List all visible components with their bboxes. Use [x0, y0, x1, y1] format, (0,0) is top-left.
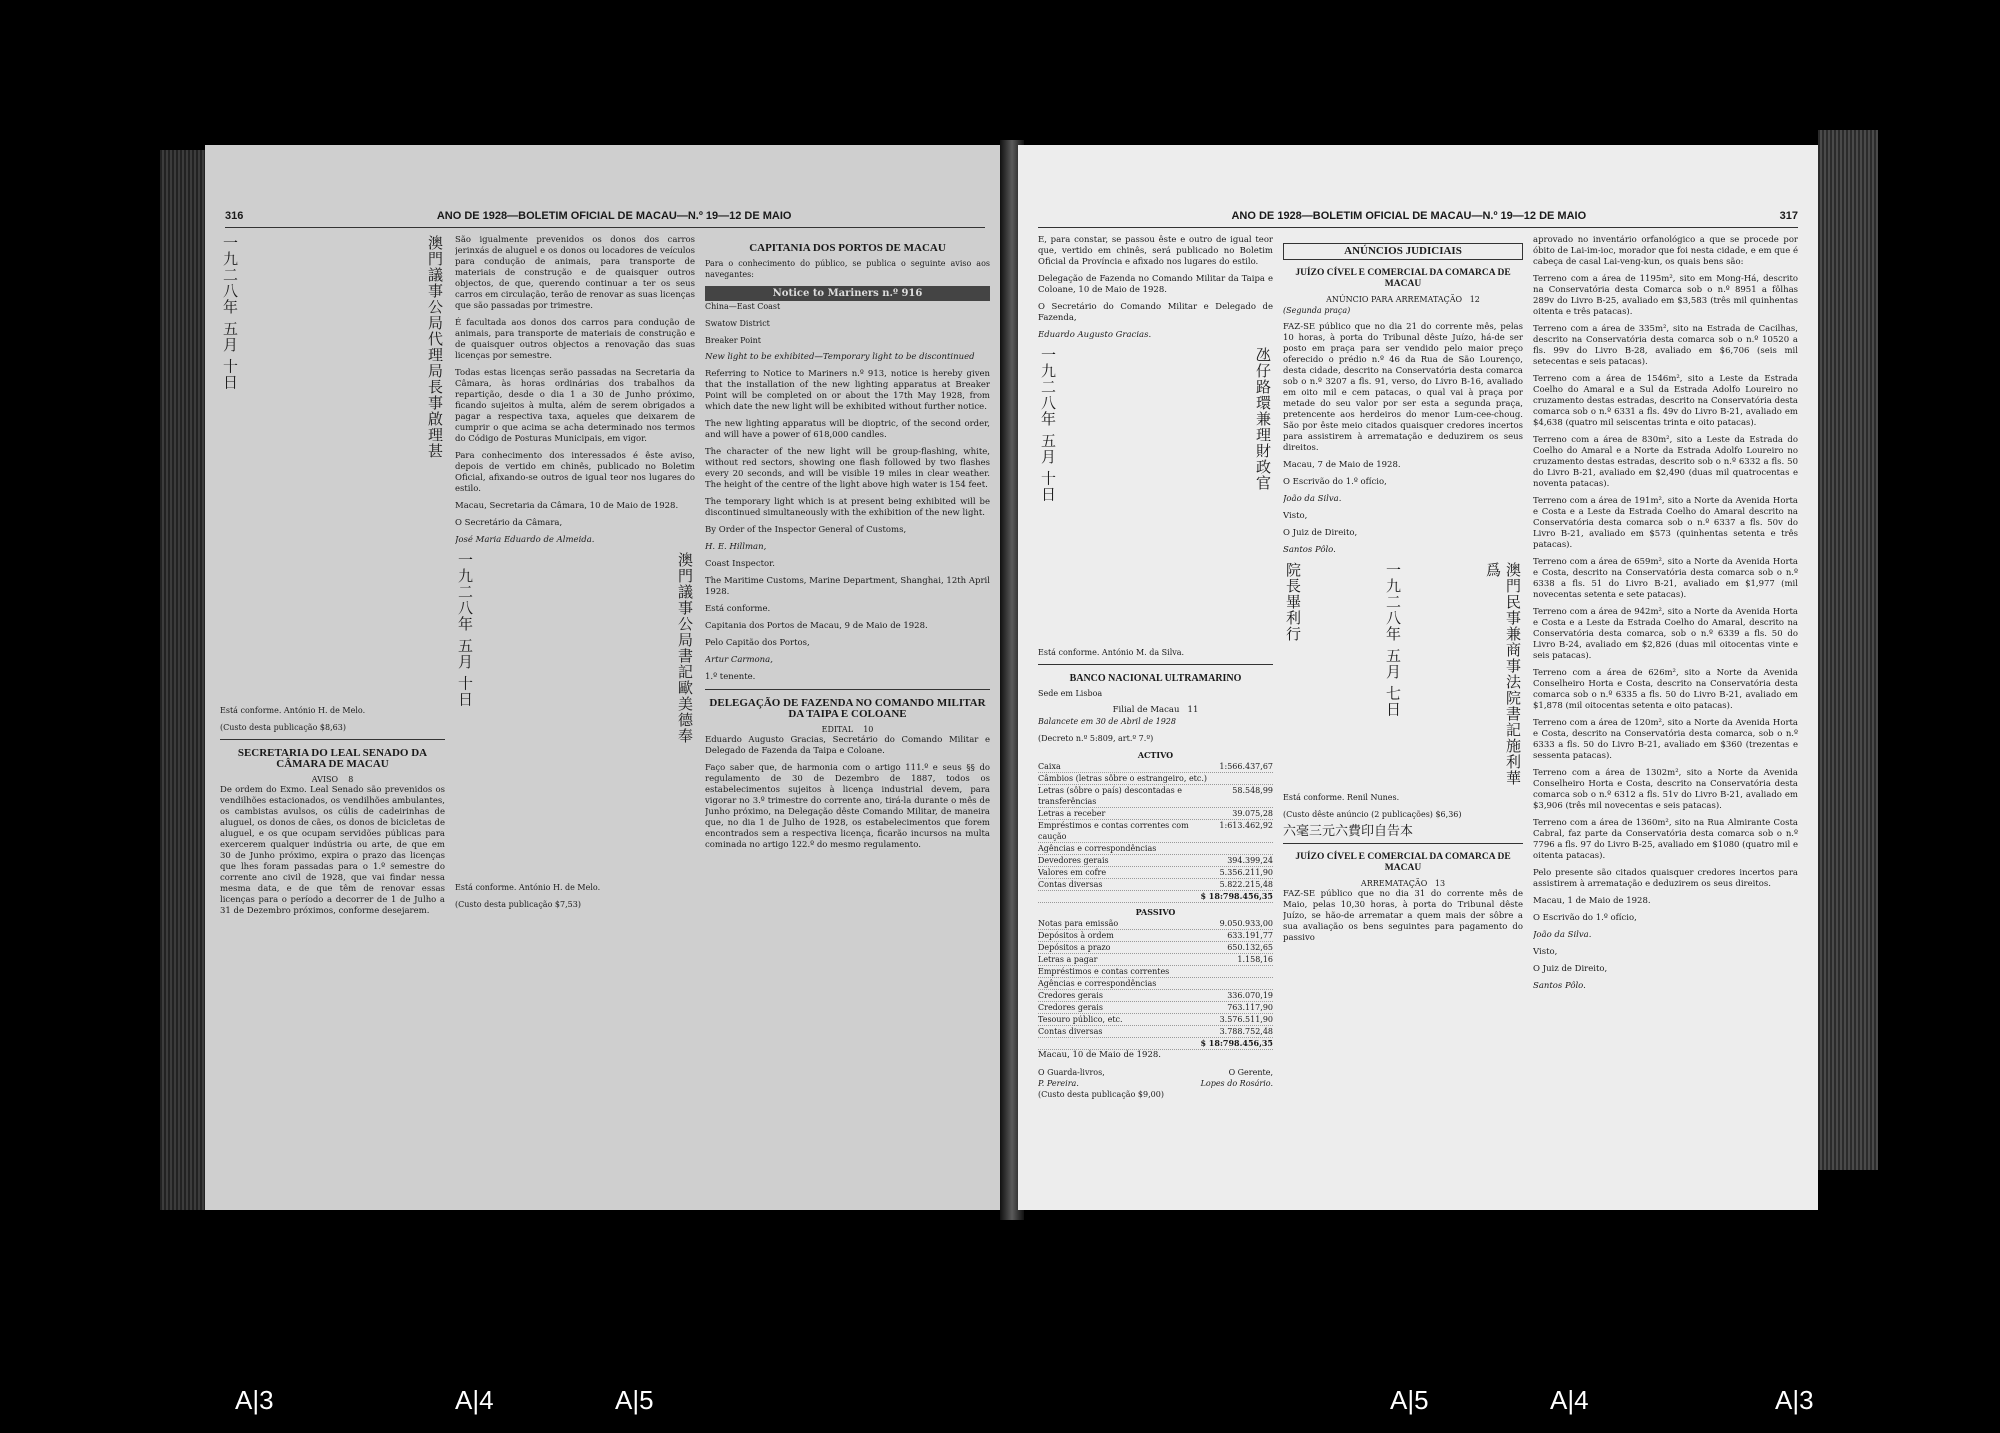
- juizo-date-cn: 一九二八年 五月 七日: [1384, 562, 1402, 718]
- film-mark: A|3: [235, 1385, 274, 1415]
- terreno-item: Terreno com a área de 1546m², sito a Leste da Estrada Coelho do Amaral e a Sul da Estrada Adolfo Loureiro no cruzamento destas estradas, descrito na Conservatória desta comarca sob o n.º 6331 a fls. 49v do Livro B-21, avaliado em $4,638 (quatro mil seiscentas trinta e oito patacas).: [1533, 374, 1798, 428]
- banco-filial: Filial de Macau: [1112, 705, 1180, 715]
- left-col-3: [705, 235, 990, 1190]
- passivo-row: [1038, 978, 1273, 990]
- r-col1-place-date: Delegação de Fazenda no Comando Militar da Taipa e Coloane, 10 de Maio de 1928.: [1038, 274, 1273, 295]
- left-col1-signed: Está conforme. António H. de Melo.: [220, 706, 366, 715]
- passivo-row-label: Depósitos a prazo: [1038, 943, 1111, 952]
- ativo-row: [1038, 855, 1273, 867]
- passivo-row-label: Contas diversas: [1038, 1027, 1103, 1036]
- passivo-row: [1038, 990, 1273, 1002]
- col2-place-date: Macau, Secretaria da Câmara, 10 de Maio de 1928.: [455, 501, 679, 511]
- juizo-place-date: Macau, 7 de Maio de 1928.: [1283, 460, 1401, 470]
- juizo-escrivao: João da Silva.: [1283, 494, 1342, 504]
- notice-text4: The temporary light which is at present being exhibited will be discontinued simultaneously with the exhibition of the new light.: [705, 497, 990, 518]
- capitania-place-date: Capitania dos Portos de Macau, 9 de Maio de 1928.: [705, 621, 928, 631]
- terreno-item: Terreno com a área de 1195m², sito em Mong-Há, descrito na Conservatória desta Comarca sob o n.º 8951 a fôlhas 289v do Livro B-25, avaliado em $3,583 (três mil quinhentas oitenta e três patacas).: [1533, 274, 1798, 317]
- r-col1-signed: Está conforme. António M. da Silva.: [1038, 648, 1185, 657]
- passivo-row-value: 650.132,65: [1227, 943, 1273, 952]
- col2-signer-title: O Secretário da Câmara,: [455, 518, 563, 528]
- juizo-cn-signer: 院長畢利行: [1284, 562, 1302, 642]
- passivo-row: [1038, 930, 1273, 942]
- notice-text3: The character of the new light will be group-flashing, white, without red sectors, showing one flash followed by two flashes every 20 seconds, and will be visible 19 miles in clear weather. The height of the centre of the light above high water is 154 feet.: [705, 447, 990, 490]
- r-col3-place-date: Macau, 1 de Maio de 1928.: [1533, 896, 1651, 906]
- edital-text1: Eduardo Augusto Gracias, Secretário do Comando Militar e Delegado de Fazenda da Taipa e Coloane.: [705, 735, 990, 756]
- ativo-row-label: Caixa: [1038, 762, 1061, 771]
- col2-cost: (Custo desta publicação $7,53): [455, 900, 581, 909]
- arrematacao-number: 12: [1469, 295, 1480, 304]
- r-col3-escrivao-title: O Escrivão do 1.º ofício,: [1533, 913, 1637, 923]
- r-col1-signer-title: O Secretário do Comando Militar e Delegado de Fazenda,: [1038, 302, 1273, 323]
- ativo-row-value: 58.548,99: [1232, 786, 1273, 795]
- right-page-number: 317: [1779, 210, 1798, 222]
- ativo-row-value: 1:613.462,92: [1219, 821, 1273, 830]
- passivo-row-value: 3.788.752,48: [1219, 1027, 1273, 1036]
- ativo-row-value: 1:566.437,67: [1219, 762, 1273, 771]
- passivo-row-value: 3.576.511,90: [1219, 1015, 1273, 1024]
- ativo-label: ACTIVO: [1137, 750, 1174, 760]
- aviso-text: De ordem do Exmo. Leal Senado são prevenidos os vendilhões estacionados, os vendilhões ambulantes, os cambistas avulsos, os cúlis de cadeirinhas de aluguel, os donos de cães, os donos de bicicletas de aluguel, e os que ocupam servidões públicas para exercerem qualquer indústria ou arte, de que em 30 de Junho próximo, expira o prazo das licenças que lhes foram passadas para o 1.º semestre do corrente ano civil de 1928, que vai findar nessa mesma data, e de que têm de renovar essas licenças para o período a decorrer de 1 de Julho a 31 de Dezembro próximos, conforme desejarem.: [220, 785, 445, 916]
- passivo-row-value: 633.191,77: [1227, 931, 1273, 940]
- delegacao-title: DELEGAÇÃO DE FAZENDA NO COMANDO MILITAR DA TAIPA E COLOANE: [709, 697, 986, 720]
- anuncios-title: ANÚNCIOS JUDICIAIS: [1283, 243, 1523, 260]
- banco-balancete: Balancete em 30 de Abril de 1928: [1038, 717, 1176, 726]
- edital-label: EDITAL: [821, 725, 854, 734]
- juizo2-text: FAZ-SE público que no dia 31 do corrente mês de Maio, pelas 10,30 horas, à porta do Tribunal dêste Juízo, se hão-de arrematar a quem mais der sôbre a sua avaliação os bens seguintes para pagamento do passivo: [1283, 889, 1523, 943]
- segunda-praca: (Segunda praça): [1283, 306, 1351, 315]
- banco-signer1: P. Pereira.: [1038, 1079, 1079, 1088]
- notice-signer: H. E. Hillman,: [705, 542, 767, 552]
- passivo-total: $ 18:798.456,35: [1200, 1038, 1273, 1048]
- juizo2-title: JUÍZO CÍVEL E COMERCIAL DA COMARCA DE MACAU: [1295, 852, 1511, 873]
- juizo-visto: Visto,: [1283, 511, 1308, 521]
- banco-number: 11: [1187, 705, 1199, 715]
- r-col1-chinese-notice: 氹仔路環兼理財政官: [1254, 347, 1272, 491]
- ativo-total: $ 18:798.456,35: [1200, 891, 1273, 901]
- aviso-label: AVISO: [311, 775, 339, 784]
- juizo-juiz: Santos Pôlo.: [1283, 545, 1336, 555]
- ativo-row-value: 394.399,24: [1227, 856, 1273, 865]
- passivo-row-label: Depósitos à ordem: [1038, 931, 1114, 940]
- terreno-item: Terreno com a área de 120m², sito a Norte da Avenida Horta e Costa, descrito na Conservatória desta comarca, sob o n.º 6333 a fls. 50 do Livro B-21, avaliado em $360 (trezentas e sessenta patacas).: [1533, 718, 1798, 761]
- capitania-title: CAPITANIA DOS PORTOS DE MACAU: [749, 242, 946, 254]
- juizo-title: JUÍZO CÍVEL E COMERCIAL DA COMARCA DE MACAU: [1295, 268, 1511, 289]
- ativo-row: [1038, 879, 1273, 891]
- r-col1-text1: E, para constar, se passou êste e outro de igual teor que, vertido em chinês, será publicado no Boletim Oficial da Província e afixado nos lugares do estilo.: [1038, 235, 1273, 267]
- ativo-row-label: Devedores gerais: [1038, 856, 1109, 865]
- capitania-intro: Para o conhecimento do público, se publica o seguinte aviso aos navegantes:: [705, 259, 990, 279]
- right-col-1: [1038, 235, 1273, 1190]
- ativo-row-value: 5.356.211,90: [1219, 868, 1273, 877]
- notice-title: Notice to Mariners n.º 916: [705, 286, 990, 301]
- left-header-title: ANO DE 1928—BOLETIM OFICIAL DE MACAU—N.º 19—12 DE MAIO: [436, 210, 792, 222]
- terreno-item: Terreno com a área de 1360m², sito na Rua Almirante Costa Cabral, faz parte da Conservatória desta comarca sob o n.º 7796 a fls. 97 do Livro B-25, avaliado em $1080 (quatro mil e oitenta patacas).: [1533, 818, 1798, 861]
- r-col1-date-cn: 一九二八年 五月 十日: [1039, 347, 1057, 503]
- right-col-2: [1283, 235, 1523, 1190]
- notice-office: The Maritime Customs, Marine Department, Shanghai, 12th April 1928.: [705, 576, 990, 597]
- right-page-header: [1038, 205, 1798, 228]
- aviso-number: 8: [348, 775, 354, 784]
- notice-text1: Referring to Notice to Mariners n.º 913, notice is hereby given that the installation of the new lighting apparatus at Breaker Point will be completed on or about the 17th May 1928, from which date the new light will be exhibited without further notice.: [705, 369, 990, 412]
- ativo-row-label: Empréstimos e contas correntes com caução: [1038, 821, 1189, 841]
- terreno-item: Terreno com a área de 942m², sito a Norte da Avenida Horta e Costa e a Leste da Estrada Coelho do Amaral, descrito na Conservatória desta comarca, sob o n.º 6339 a fls. 50 do Livro B-24, avaliado em $2,826 (duas mil oitocentas vinte e seis patacas).: [1533, 607, 1798, 661]
- ativo-row: [1038, 843, 1273, 855]
- banco-signer1-title: O Guarda-livros,: [1038, 1068, 1105, 1077]
- ativo-row: [1038, 867, 1273, 879]
- terrenos-list: [1533, 274, 1798, 862]
- capitania-signer-rank: 1.º tenente.: [705, 672, 756, 682]
- notice-conforme: Está conforme.: [705, 604, 771, 614]
- banco-cost: (Custo desta publicação $9,00): [1038, 1090, 1164, 1099]
- r-col1-signer: Eduardo Augusto Gracias.: [1038, 330, 1152, 340]
- film-mark: A|4: [1550, 1385, 1589, 1415]
- ativo-row-label: Câmbios (letras sôbre o estrangeiro, etc.): [1038, 774, 1208, 783]
- film-mark: A|5: [615, 1385, 654, 1415]
- col2-text4: Para conhecimento dos interessados é êste aviso, depois de vertido em chinês, publicado no Boletim Oficial, afixando-se outros de igual teor nos lugares do estilo.: [455, 451, 695, 494]
- passivo-row: [1038, 1026, 1273, 1038]
- film-mark: A|5: [1390, 1385, 1429, 1415]
- passivo-row-label: Credores gerais: [1038, 991, 1103, 1000]
- passivo-row-label: Empréstimos e contas correntes: [1038, 967, 1170, 976]
- passivo-row: [1038, 918, 1273, 930]
- passivo-row: [1038, 1014, 1273, 1026]
- passivo-label: PASSIVO: [1135, 907, 1176, 917]
- edital-text2: Faço saber que, de harmonia com o artigo 111.º e seus §§ do regulamento de 30 de Dezembro de 1887, todos os estabelecimentos sujeitos à licença industrial devem, para vigorar no 3.º trimestre do corrente ano, tirá-la durante o mês de Junho próximo, na Delegação dêste Comando Militar, de maneira que, no dia 1 de Julho de 1928, os estabelecimentos que forem encontrados sem a respectiva licença, ficarão incursos na multa cominada no artigo 122.º do mesmo regulamento.: [705, 763, 990, 850]
- passivo-row-value: 763.117,90: [1227, 1003, 1273, 1012]
- notice-subtitle: New light to be exhibited—Temporary light to be discontinued: [705, 352, 975, 362]
- secretaria-title: SECRETARIA DO LEAL SENADO DA CÂMARA DE MACAU: [237, 747, 428, 770]
- col2-signer: José Maria Eduardo de Almeida.: [455, 535, 595, 545]
- passivo-row: [1038, 942, 1273, 954]
- left-col2-date-cn: 一九二八年 五月 十日: [456, 552, 474, 708]
- notice-region: China—East Coast: [705, 302, 781, 311]
- banco-place-date: Macau, 10 de Maio de 1928.: [1038, 1050, 1161, 1060]
- arrematacao2-label: ARREMATAÇÃO: [1360, 879, 1428, 888]
- banco-decreto: (Decreto n.º 5:809, art.º 7.º): [1038, 734, 1154, 743]
- film-mark: A|3: [1775, 1385, 1814, 1415]
- passivo-row-value: 1.158,16: [1237, 955, 1273, 964]
- col2-text3: Todas estas licenças serão passadas na Secretaria da Câmara, às horas ordinárias dos trabalhos da repartição, desde o dia 1 a 30 de Junho próximo, ficando sujeitos à multa, além de serem obrigados a pagar a respectiva taxa, aqueles que deixarem de cumprir o que acima se acha determinado nos termos do Código de Posturas Municipais, em vigor.: [455, 368, 695, 444]
- ativo-row: [1038, 820, 1273, 843]
- terreno-item: Terreno com a área de 626m², sito a Norte da Avenida Conselheiro Horta e Costa, descrito na Conservatória desta comarca sob o n.º 6335 a fls. 50 do Livro B-21, avaliado em $1,878 (mil oitocentas setenta e oito patacas).: [1533, 668, 1798, 711]
- passivo-row-label: Credores gerais: [1038, 1003, 1103, 1012]
- left-col-2: [455, 235, 695, 1190]
- passivo-row: [1038, 954, 1273, 966]
- juizo-escrivao-title: O Escrivão do 1.º ofício,: [1283, 477, 1387, 487]
- banco-sede: Sede em Lisboa: [1038, 689, 1103, 698]
- r-col3-juiz: Santos Pôlo.: [1533, 981, 1586, 991]
- passivo-row-label: Notas para emissão: [1038, 919, 1119, 928]
- terreno-item: Terreno com a área de 191m², sito a Norte da Avenida Horta e Costa e a Leste da Estrada Coelho do Amaral descrito na Conservatória desta comarca sob o n.º 6337 a fls. 50v do Livro B-21, avaliado em $573 (quinhentas setenta e três patacas).: [1533, 496, 1798, 550]
- juizo-chinese-notice: 澳門民事兼商事法院書記施利華爲: [1484, 562, 1522, 786]
- ativo-row-label: Contas diversas: [1038, 880, 1103, 889]
- cn-price: 六毫三元六費印自告本: [1283, 824, 1414, 839]
- terreno-item: Terreno com a área de 335m², sito na Estrada de Cacilhas, descrito na Conservatória desta comarca sob o n.º 10520 a fls. 99v do Livro B-28, avaliado em $6,706 (seis mil setecentas e seis patacas).: [1533, 324, 1798, 367]
- arrematacao2-number: 13: [1434, 879, 1446, 888]
- left-col1-cost: (Custo desta publicação $8,63): [220, 723, 346, 732]
- ativo-row-label: Letras (sôbre o país) descontadas e transferências: [1038, 786, 1183, 806]
- col2-text1: São igualmente prevenidos os donos dos carros jerinxás de aluguel e os donos ou locadores de veículos para condução de animais, para transporte de materiais de construção e de quaisquer outros objectos, de que, querendo continuar a ter os seus carros em circulação, terão de renovar as suas licenças que são passadas por trimestre.: [455, 235, 695, 311]
- passivo-row-label: Letras a pagar: [1038, 955, 1098, 964]
- r-col3-visto: Visto,: [1533, 947, 1558, 957]
- passivo-row: [1038, 966, 1273, 978]
- col2-signed: Está conforme. António H. de Melo.: [455, 883, 601, 892]
- terreno-item: Terreno com a área de 1302m², sito a Norte da Avenida Conselheiro Horta e Costa, descrito na Conservatória desta comarca sob o n.º 6312 a fls. 51v do Livro B-21, avaliado em $3,906 (três mil novecentas e seis patacas).: [1533, 768, 1798, 811]
- notice-text2: The new lighting apparatus will be dioptric, of the second order, and will have a power of 618,000 candles.: [705, 419, 990, 440]
- left-col1-date-cn: 一九二八年 五月 十日: [221, 235, 239, 391]
- juizo-text1: FAZ-SE público que no dia 21 do corrente mês, pelas 10 horas, à porta do Tribunal dêste Juízo, há-de ser posto em praça para ser vendido pelo maior preço oferecido o prédio n.º 46 da Rua de São Lourenço, desta cidade, descrito na Conservatória desta comarca sob o n.º 3207 a fls. 91, verso, do Livro B-16, avaliado em oito mil e cem patacas, o qual vai à praça por metade do seu valor por ser esta a segunda praça, pretencente aos herdeiros do menor Lum-cee-choug. São por êste meio citados quaisquer credores incertos para assistirem à arrematação e deduzirem os seus direitos.: [1283, 322, 1523, 453]
- right-col-3: [1533, 235, 1798, 1190]
- right-page-edge: [1818, 130, 1878, 1170]
- passivo-row-label: Tesouro público, etc.: [1038, 1015, 1123, 1024]
- juizo-signed: Está conforme. Renil Nunes.: [1283, 793, 1400, 802]
- left-page-number: 316: [225, 210, 244, 222]
- passivo-table: [1038, 918, 1273, 1038]
- juizo-cost: (Custo dêste anúncio (2 publicações) $6,36): [1283, 810, 1462, 819]
- passivo-row-label: Agências e correspondências: [1038, 979, 1157, 988]
- capitania-signer-title: Pelo Capitão dos Portos,: [705, 638, 810, 648]
- ativo-row-label: Letras a receber: [1038, 809, 1106, 818]
- arrematacao-label: ANÚNCIO PARA ARREMATAÇÃO: [1326, 295, 1463, 304]
- passivo-row-value: 9.050.933,00: [1219, 919, 1273, 928]
- left-page-header: [225, 205, 985, 228]
- left-col-1: [220, 235, 445, 1190]
- notice-order: By Order of the Inspector General of Customs,: [705, 525, 907, 535]
- notice-district: Swatow District: [705, 319, 770, 328]
- left-page: [205, 145, 1005, 1210]
- notice-point: Breaker Point: [705, 336, 761, 345]
- left-page-edge: [160, 150, 205, 1210]
- r-col3-escrivao: João da Silva.: [1533, 930, 1592, 940]
- left-col1-chinese-notice: 澳門議事公局代理局長事啟理甚: [426, 235, 444, 459]
- ativo-row: [1038, 785, 1273, 808]
- r-col3-juiz-title: O Juiz de Direito,: [1533, 964, 1608, 974]
- ativo-row: [1038, 761, 1273, 773]
- col2-text2: É facultada aos donos dos carros para condução de animais, para transporte de materiais de construção e de quaisquer outros objectos a renovação das suas licenças por semestre.: [455, 318, 695, 361]
- left-col2-chinese-notice: 澳門議事公局書記歐美德奉: [676, 552, 694, 744]
- capitania-signer: Artur Carmona,: [705, 655, 773, 665]
- banco-signer2: Lopes do Rosário.: [1200, 1079, 1273, 1088]
- ativo-row-value: 5.822.215,48: [1219, 880, 1273, 889]
- ativo-row-value: 39.075,28: [1232, 809, 1273, 818]
- passivo-row-value: 336.070,19: [1227, 991, 1273, 1000]
- r-col3-text2: Pelo presente são citados quaisquer credores incertos para assistirem à arrematação e deduzirem os seus direitos.: [1533, 868, 1798, 889]
- terreno-item: Terreno com a área de 659m², sito a Norte da Avenida Horta e Costa, descrito na Conservatória desta comarca sob o n.º 6338 a fls. 51 do Livro B-21, avaliado em $1,977 (mil novecentas setenta e sete patacas).: [1533, 557, 1798, 600]
- edital-number: 10: [863, 725, 874, 734]
- terreno-item: Terreno com a área de 830m², sito a Leste da Estrada do Coelho do Amaral e a Norte da Estrada Adolfo Loureiro no cruzamento destas estradas, descrito sob o n.º 6332 a fls. 50 do Livro B-21, avaliado em $2,490 (duas mil quatrocentas e noventa patacas).: [1533, 435, 1798, 489]
- ativo-row-label: Valores em cofre: [1038, 868, 1107, 877]
- ativo-row: [1038, 808, 1273, 820]
- ativo-row: [1038, 773, 1273, 785]
- ativo-table: [1038, 761, 1273, 891]
- banco-title: BANCO NACIONAL ULTRAMARINO: [1069, 673, 1242, 684]
- right-page: [1018, 145, 1818, 1210]
- film-mark: A|4: [455, 1385, 494, 1415]
- notice-signer-title: Coast Inspector.: [705, 559, 775, 569]
- r-col3-text1: aprovado no inventário orfanológico a que se procede por óbito de Lai-im-ioc, morador que foi nesta cidade, e em que é cabeça de casal Lai-veng-kun, os quais bens são:: [1533, 235, 1798, 267]
- ativo-row-label: Agências e correspondências: [1038, 844, 1157, 853]
- right-header-title: ANO DE 1928—BOLETIM OFICIAL DE MACAU—N.º 19—12 DE MAIO: [1231, 210, 1587, 222]
- banco-signer2-title: O Gerente,: [1228, 1068, 1273, 1077]
- juizo-juiz-title: O Juiz de Direito,: [1283, 528, 1358, 538]
- passivo-row: [1038, 1002, 1273, 1014]
